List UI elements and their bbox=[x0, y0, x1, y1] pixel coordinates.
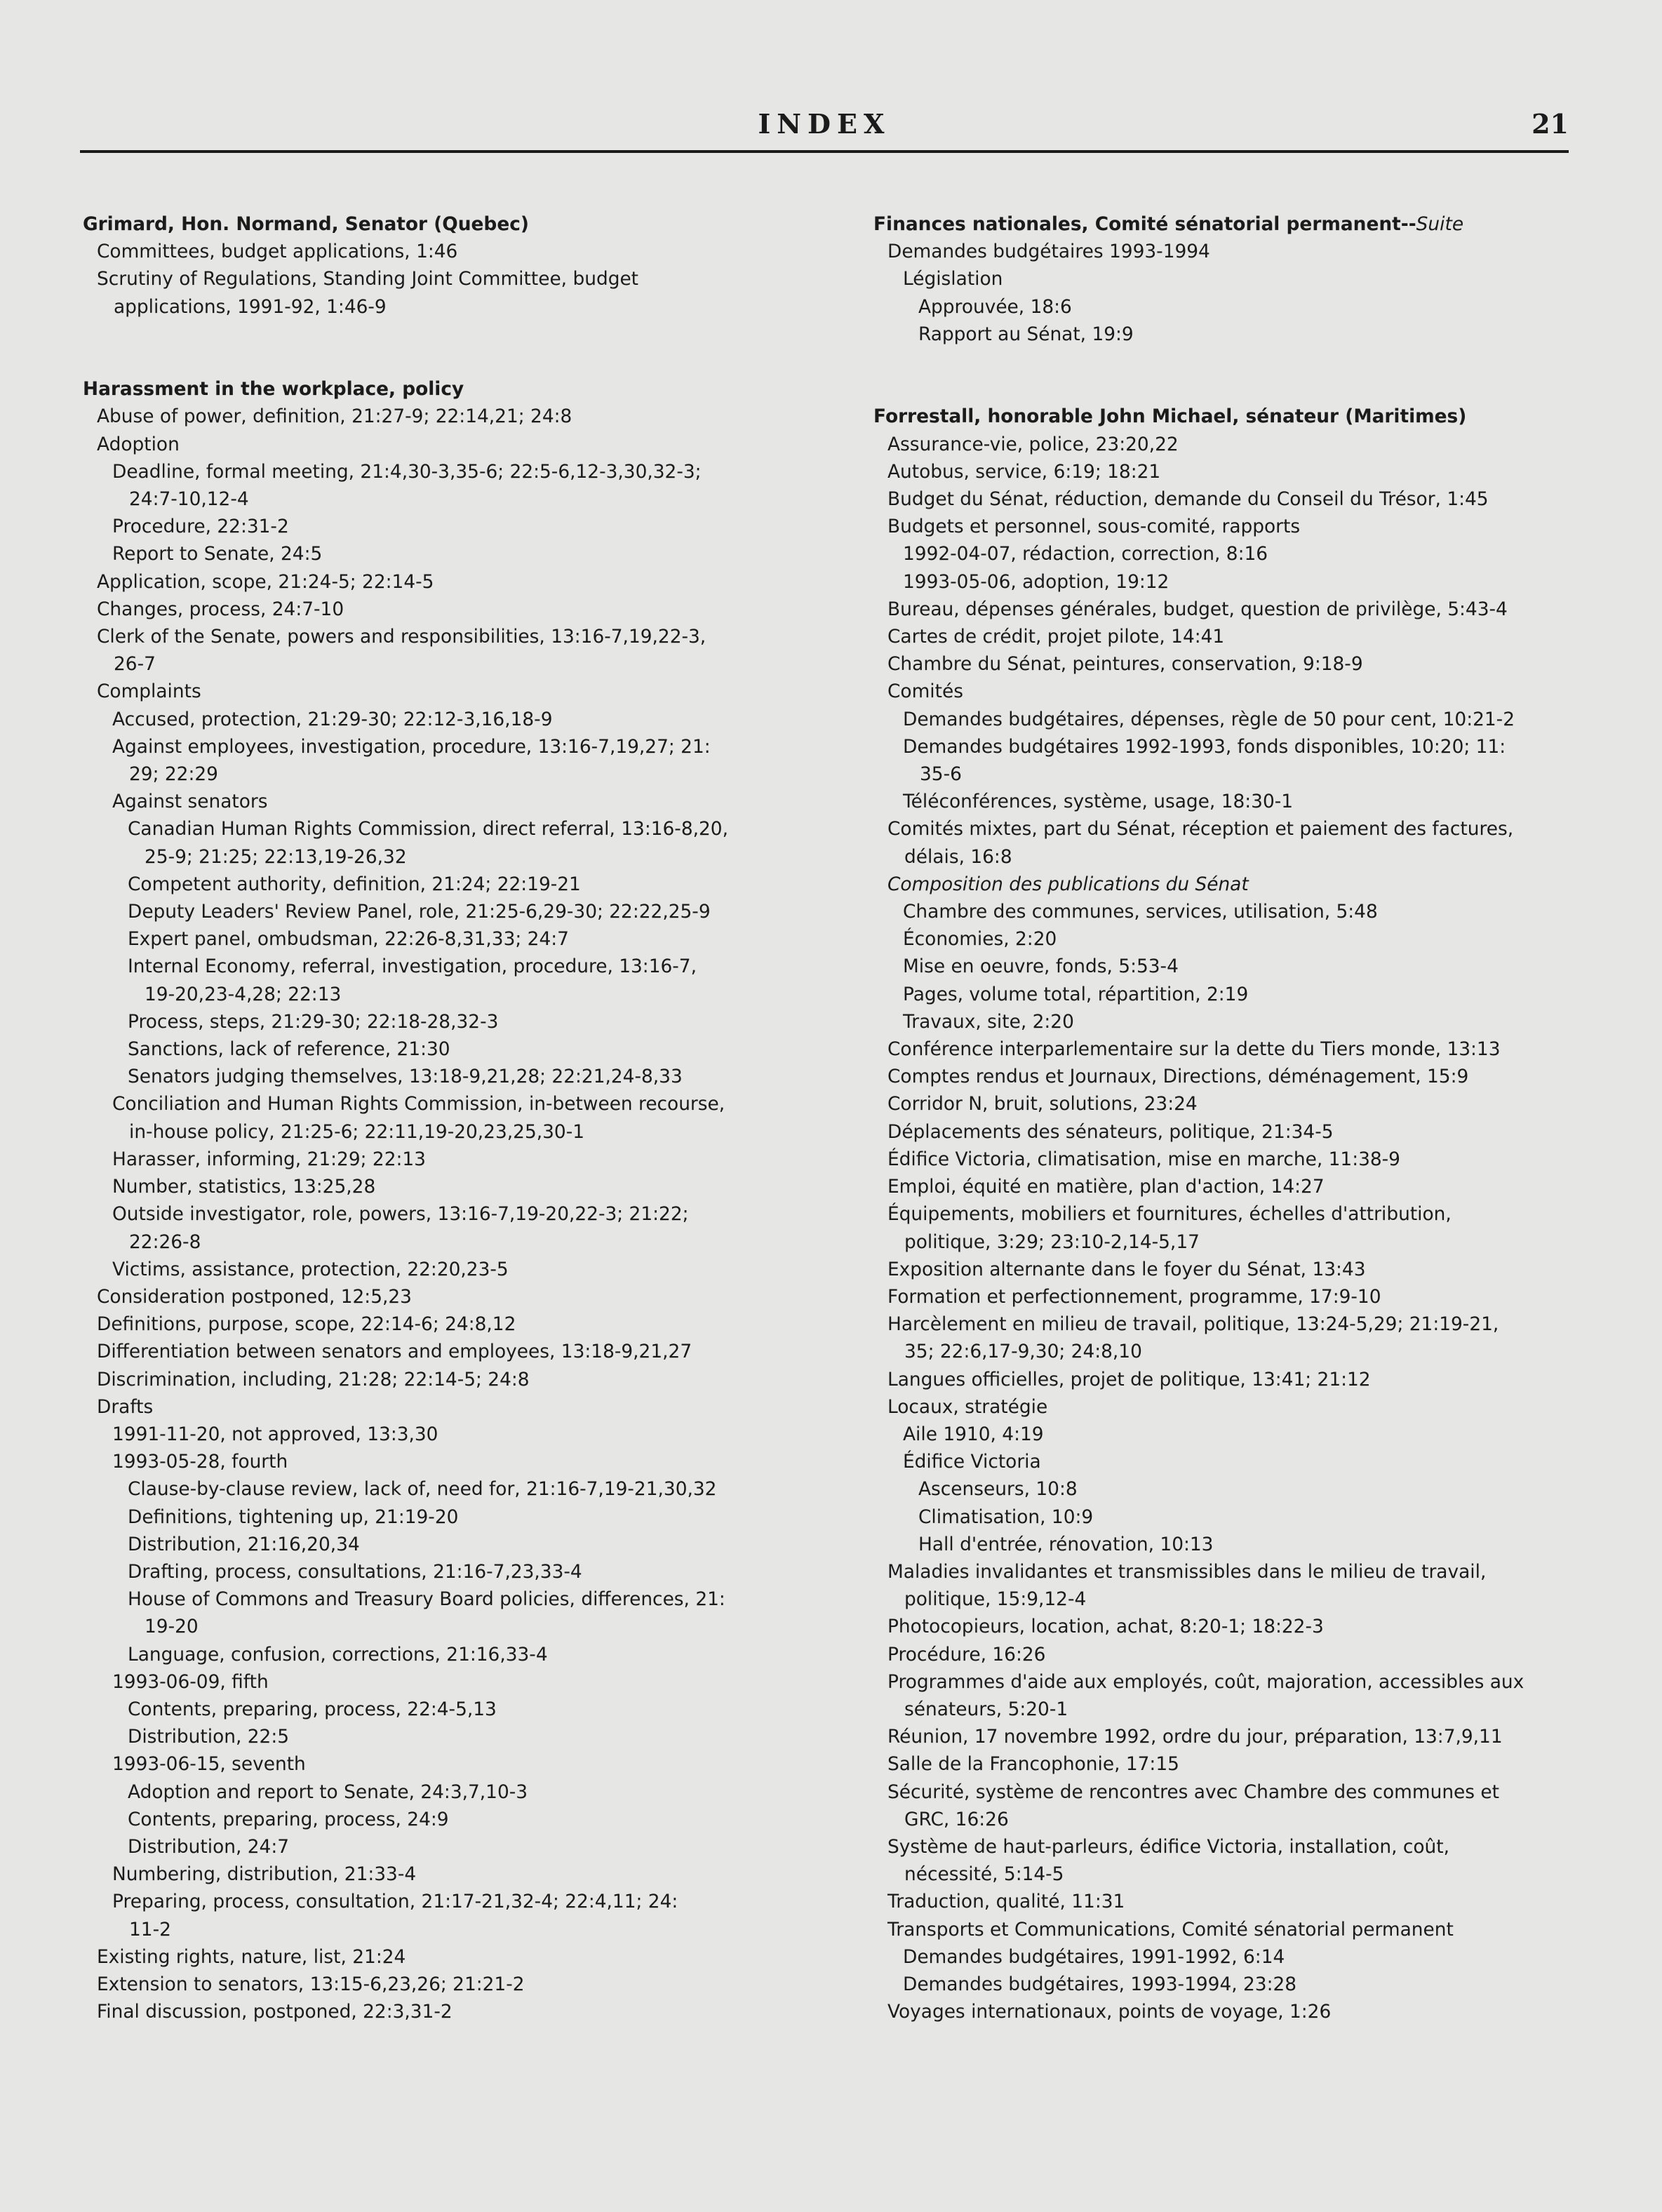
index-entry-text: 22:26-8 bbox=[129, 1231, 201, 1253]
index-entry-text: Finances nationales, Comité sénatorial permanent-- bbox=[873, 213, 1416, 235]
index-entry bbox=[873, 1531, 1617, 1558]
entry-spacer bbox=[83, 321, 840, 375]
index-entry bbox=[83, 403, 840, 430]
index-entry-text: Contents, preparing, process, 22:4-5,13 bbox=[128, 1698, 497, 1720]
index-entry-text: Consideration postponed, 12:5,23 bbox=[97, 1285, 412, 1308]
index-entry-text: Comités mixtes, part du Sénat, réception et paiement des factures, bbox=[887, 818, 1514, 840]
index-entry-text: Procedure, 22:31-2 bbox=[112, 516, 289, 538]
index-entry bbox=[873, 431, 1617, 458]
index-entry-text: 19-20,23-4,28; 22:13 bbox=[145, 983, 342, 1005]
index-entry-text: 25-9; 21:25; 22:13,19-26,32 bbox=[145, 845, 407, 868]
index-entry-text: Composition des publications du Sénat bbox=[887, 873, 1249, 895]
index-entry-text: Climatisation, 10:9 bbox=[918, 1506, 1094, 1528]
index-entry bbox=[83, 1256, 840, 1283]
index-entry-text: Demandes budgétaires, 1991-1992, 6:14 bbox=[903, 1945, 1285, 1968]
index-entry bbox=[873, 1861, 1617, 1888]
index-entry bbox=[873, 596, 1617, 623]
index-entry-text: 1993-05-06, adoption, 19:12 bbox=[903, 570, 1170, 593]
index-entry bbox=[83, 1421, 840, 1448]
index-entry bbox=[83, 1750, 840, 1778]
index-entry bbox=[873, 1558, 1617, 1586]
index-entry bbox=[873, 1586, 1617, 1613]
index-entry bbox=[873, 843, 1617, 871]
index-entry bbox=[83, 1668, 840, 1696]
index-entry bbox=[83, 623, 840, 650]
index-entry bbox=[83, 733, 840, 760]
index-entry-text: 24:7-10,12-4 bbox=[129, 488, 249, 511]
index-entry bbox=[873, 238, 1617, 265]
index-entry-text: Victims, assistance, protection, 22:20,23-5 bbox=[112, 1258, 509, 1280]
index-entry bbox=[873, 1366, 1617, 1393]
index-entry bbox=[873, 210, 1617, 238]
index-entry-text: Deadline, formal meeting, 21:4,30-3,35-6; 22:5-6,12-3,30,32-3; bbox=[112, 460, 702, 483]
index-entry bbox=[83, 788, 840, 815]
index-entry-text: Committees, budget applications, 1:46 bbox=[97, 241, 458, 263]
index-entry-text: Assurance-vie, police, 23:20,22 bbox=[887, 433, 1179, 455]
index-entry-text: Abuse of power, definition, 21:27-9; 22:14,21; 24:8 bbox=[97, 405, 572, 428]
index-entry bbox=[873, 1063, 1617, 1090]
index-entry bbox=[83, 925, 840, 953]
index-entry-text: Internal Economy, referral, investigation, procedure, 13:16-7, bbox=[128, 956, 697, 978]
index-entry bbox=[83, 678, 840, 705]
index-entry-text: 1993-06-09, fifth bbox=[112, 1670, 269, 1693]
header-rule bbox=[80, 150, 1569, 153]
index-entry-text: Scrutiny of Regulations, Standing Joint Committee, budget bbox=[97, 268, 639, 290]
index-entry bbox=[873, 1998, 1617, 2025]
index-entry bbox=[83, 1035, 840, 1063]
index-entry-text: Locaux, stratégie bbox=[887, 1395, 1048, 1418]
index-entry-text: 1991-11-20, not approved, 13:3,30 bbox=[112, 1423, 438, 1445]
index-entry bbox=[873, 1943, 1617, 1971]
index-entry bbox=[83, 1943, 840, 1971]
index-entry bbox=[83, 1888, 840, 1915]
index-entry bbox=[873, 871, 1617, 898]
index-entry-text: Deputy Leaders' Review Panel, role, 21:25-6,29-30; 22:22,25-9 bbox=[128, 901, 711, 923]
index-entry bbox=[873, 1008, 1617, 1035]
index-entry bbox=[83, 1475, 840, 1503]
index-entry bbox=[873, 1200, 1617, 1228]
index-entry-text: Harcèlement en milieu de travail, politique, 13:24-5,29; 21:19-21, bbox=[887, 1313, 1499, 1336]
index-entry bbox=[873, 1228, 1617, 1256]
index-entry-text: Autobus, service, 6:19; 18:21 bbox=[887, 460, 1161, 483]
index-entry-text: Extension to senators, 13:15-6,23,26; 21:21-2 bbox=[97, 1973, 525, 1995]
index-entry bbox=[873, 953, 1617, 980]
index-entry bbox=[873, 815, 1617, 843]
index-entry bbox=[83, 1916, 840, 1943]
index-entry bbox=[83, 1228, 840, 1256]
index-entry-text: 35-6 bbox=[920, 763, 962, 786]
index-column-right bbox=[873, 210, 1617, 2025]
index-entry-text: Déplacements des sénateurs, politique, 21:34-5 bbox=[887, 1120, 1334, 1143]
index-entry-text: GRC, 16:26 bbox=[904, 1808, 1009, 1830]
index-entry-text: Téléconférences, système, usage, 18:30-1 bbox=[903, 791, 1294, 813]
index-entry-text: Exposition alternante dans le foyer du Sénat, 13:43 bbox=[887, 1258, 1366, 1280]
index-entry-text: Salle de la Francophonie, 17:15 bbox=[887, 1753, 1179, 1776]
index-entry bbox=[873, 1338, 1617, 1365]
index-entry-text: délais, 16:8 bbox=[904, 845, 1012, 868]
index-entry-text: Discrimination, including, 21:28; 22:14-5; 24:8 bbox=[97, 1368, 530, 1390]
index-entry bbox=[83, 1393, 840, 1421]
index-entry-text: 19-20 bbox=[145, 1616, 199, 1638]
index-entry bbox=[83, 431, 840, 458]
index-entry bbox=[83, 1090, 840, 1118]
index-entry bbox=[83, 238, 840, 265]
index-entry bbox=[873, 1421, 1617, 1448]
index-entry bbox=[873, 1613, 1617, 1640]
index-entry-text: Bureau, dépenses générales, budget, question de privilège, 5:43-4 bbox=[887, 598, 1508, 620]
index-entry-text: Number, statistics, 13:25,28 bbox=[112, 1176, 376, 1198]
index-entry bbox=[83, 1173, 840, 1200]
page-title: INDEX bbox=[758, 108, 891, 140]
index-entry bbox=[83, 293, 840, 321]
index-entry bbox=[873, 1750, 1617, 1778]
index-entry bbox=[83, 953, 840, 980]
index-entry bbox=[873, 1833, 1617, 1861]
index-entry bbox=[83, 1971, 840, 1998]
index-entry bbox=[83, 650, 840, 678]
index-entry bbox=[873, 1916, 1617, 1943]
index-entry-text: Outside investigator, role, powers, 13:16-7,19-20,22-3; 21:22; bbox=[112, 1203, 689, 1226]
index-entry-text: Distribution, 21:16,20,34 bbox=[128, 1533, 360, 1555]
index-entry bbox=[873, 1256, 1617, 1283]
index-entry-text: politique, 3:29; 23:10-2,14-5,17 bbox=[904, 1231, 1200, 1253]
index-entry-text: Chambre des communes, services, utilisation, 5:48 bbox=[903, 901, 1378, 923]
index-entry bbox=[83, 1283, 840, 1311]
index-entry bbox=[83, 1613, 840, 1640]
index-entry bbox=[83, 1118, 840, 1146]
index-entry-text: sénateurs, 5:20-1 bbox=[904, 1698, 1068, 1720]
index-entry-text: Comptes rendus et Journaux, Directions, déménagement, 15:9 bbox=[887, 1066, 1469, 1088]
index-entry bbox=[83, 1861, 840, 1888]
index-entry-text: Budget du Sénat, réduction, demande du Conseil du Trésor, 1:45 bbox=[887, 488, 1489, 511]
index-entry-text: Accused, protection, 21:29-30; 22:12-3,16,18-9 bbox=[112, 708, 553, 730]
index-entry-text: 11-2 bbox=[129, 1918, 171, 1940]
index-entry-text: Competent authority, definition, 21:24; 22:19-21 bbox=[128, 873, 581, 895]
index-entry-text: Changes, process, 24:7-10 bbox=[97, 598, 344, 620]
index-entry-text: Pages, volume total, répartition, 2:19 bbox=[903, 983, 1249, 1005]
index-entry-text: Process, steps, 21:29-30; 22:18-28,32-3 bbox=[128, 1010, 499, 1033]
index-entry bbox=[873, 1888, 1617, 1915]
index-entry-text: Canadian Human Rights Commission, direct referral, 13:16-8,20, bbox=[128, 818, 728, 840]
index-entry bbox=[83, 1008, 840, 1035]
index-entry-text: House of Commons and Treasury Board policies, differences, 21: bbox=[128, 1588, 725, 1611]
index-entry bbox=[873, 1641, 1617, 1668]
index-entry-text: Sécurité, système de rencontres avec Chambre des communes et bbox=[887, 1781, 1499, 1803]
index-entry bbox=[873, 1090, 1617, 1118]
index-entry-text: Adoption bbox=[97, 433, 180, 455]
index-entry-text: Programmes d'aide aux employés, coût, majoration, accessibles aux bbox=[887, 1670, 1524, 1693]
index-entry-text: Législation bbox=[903, 268, 1003, 290]
index-entry bbox=[873, 265, 1617, 293]
index-entry bbox=[83, 1448, 840, 1475]
entry-spacer bbox=[873, 348, 1617, 403]
index-entry-text: Budgets et personnel, sous-comité, rapports bbox=[887, 516, 1301, 538]
index-entry bbox=[873, 1118, 1617, 1146]
index-entry-text: Rapport au Sénat, 19:9 bbox=[918, 323, 1134, 345]
index-entry-text: Clause-by-clause review, lack of, need for, 21:16-7,19-21,30,32 bbox=[128, 1478, 717, 1501]
index-column-left bbox=[83, 210, 840, 2025]
index-entry-text: Corridor N, bruit, solutions, 23:24 bbox=[887, 1093, 1198, 1115]
index-entry-text: 1993-05-28, fourth bbox=[112, 1451, 288, 1473]
index-entry bbox=[83, 760, 840, 788]
index-entry bbox=[83, 568, 840, 596]
index-entry-text: Drafts bbox=[97, 1395, 154, 1418]
index-entry bbox=[873, 650, 1617, 678]
index-entry-text: Procédure, 16:26 bbox=[887, 1643, 1046, 1665]
index-entry bbox=[83, 1200, 840, 1228]
index-entry bbox=[83, 1696, 840, 1723]
index-entry-text: Sanctions, lack of reference, 21:30 bbox=[128, 1038, 450, 1061]
index-entry bbox=[83, 871, 840, 898]
index-entry bbox=[83, 1146, 840, 1173]
index-entry-text: Traduction, qualité, 11:31 bbox=[887, 1891, 1125, 1913]
index-entry-text: Grimard, Hon. Normand, Senator (Quebec) bbox=[83, 213, 529, 235]
index-entry bbox=[83, 1998, 840, 2025]
index-entry bbox=[83, 1366, 840, 1393]
index-entry-text: Against senators bbox=[112, 791, 268, 813]
index-entry-text: Application, scope, 21:24-5; 22:14-5 bbox=[97, 570, 434, 593]
index-entry bbox=[83, 1723, 840, 1750]
index-entry bbox=[873, 678, 1617, 705]
index-entry bbox=[873, 1778, 1617, 1806]
index-entry-text: Réunion, 17 novembre 1992, ordre du jour, préparation, 13:7,9,11 bbox=[887, 1726, 1503, 1748]
index-entry-text: 1993-06-15, seventh bbox=[112, 1753, 306, 1776]
index-entry-text: Travaux, site, 2:20 bbox=[903, 1010, 1074, 1033]
index-entry bbox=[873, 1283, 1617, 1311]
index-entry bbox=[873, 788, 1617, 815]
index-entry-text: Demandes budgétaires, dépenses, règle de 50 pour cent, 10:21-2 bbox=[903, 708, 1515, 730]
index-entry bbox=[83, 1641, 840, 1668]
index-entry-text: Langues officielles, projet de politique, 13:41; 21:12 bbox=[887, 1368, 1371, 1390]
index-entry-text: Differentiation between senators and employees, 13:18-9,21,27 bbox=[97, 1341, 692, 1363]
index-entry-text: Distribution, 24:7 bbox=[128, 1835, 290, 1858]
index-entry bbox=[83, 843, 840, 871]
index-entry-text: nécessité, 5:14-5 bbox=[904, 1863, 1064, 1886]
index-entry bbox=[83, 815, 840, 843]
index-entry bbox=[873, 1806, 1617, 1833]
index-entry bbox=[873, 321, 1617, 348]
index-entry bbox=[83, 596, 840, 623]
index-entry bbox=[873, 1393, 1617, 1421]
index-entry-text: Équipements, mobiliers et fournitures, échelles d'attribution, bbox=[887, 1203, 1452, 1226]
index-entry-text: Chambre du Sénat, peintures, conservation, 9:18-9 bbox=[887, 653, 1363, 676]
index-entry-text: Drafting, process, consultations, 21:16-7,23,33-4 bbox=[128, 1560, 582, 1583]
index-entry bbox=[83, 1806, 840, 1833]
index-entry-text: politique, 15:9,12-4 bbox=[904, 1588, 1087, 1611]
index-entry-suffix: Suite bbox=[1416, 213, 1464, 235]
index-entry-text: Conférence interparlementaire sur la dette du Tiers monde, 13:13 bbox=[887, 1038, 1501, 1061]
index-entry-text: Demandes budgétaires 1992-1993, fonds disponibles, 10:20; 11: bbox=[903, 735, 1506, 758]
index-entry-text: Distribution, 22:5 bbox=[128, 1726, 290, 1748]
index-entry-text: Preparing, process, consultation, 21:17-21,32-4; 22:4,11; 24: bbox=[112, 1891, 678, 1913]
page-header bbox=[80, 105, 1569, 147]
index-entry bbox=[873, 760, 1617, 788]
index-entry-text: Maladies invalidantes et transmissibles dans le milieu de travail, bbox=[887, 1560, 1487, 1583]
index-entry bbox=[83, 1531, 840, 1558]
index-entry bbox=[83, 375, 840, 403]
index-entry bbox=[873, 1668, 1617, 1696]
index-entry-text: Language, confusion, corrections, 21:16,33-4 bbox=[128, 1643, 548, 1665]
index-entry-text: Numbering, distribution, 21:33-4 bbox=[112, 1863, 417, 1886]
index-entry bbox=[873, 293, 1617, 321]
index-entry-text: Approuvée, 18:6 bbox=[918, 295, 1072, 318]
index-entry-text: Harassment in the workplace, policy bbox=[83, 378, 464, 401]
index-entry-text: Definitions, tightening up, 21:19-20 bbox=[128, 1506, 459, 1528]
index-entry bbox=[873, 1311, 1617, 1338]
index-entry bbox=[873, 403, 1617, 430]
index-entry-text: Contents, preparing, process, 24:9 bbox=[128, 1808, 449, 1830]
index-entry bbox=[83, 1833, 840, 1861]
index-entry-text: Complaints bbox=[97, 681, 201, 703]
index-entry-text: Hall d'entrée, rénovation, 10:13 bbox=[918, 1533, 1214, 1555]
index-entry-text: Report to Senate, 24:5 bbox=[112, 543, 323, 565]
index-entry-text: Existing rights, nature, list, 21:24 bbox=[97, 1945, 406, 1968]
index-entry-text: Système de haut-parleurs, édifice Victoria, installation, coût, bbox=[887, 1835, 1449, 1858]
index-entry-text: Final discussion, postponed, 22:3,31-2 bbox=[97, 2001, 453, 2023]
index-entry-text: 29; 22:29 bbox=[129, 763, 218, 786]
index-entry bbox=[873, 1696, 1617, 1723]
index-entry-text: Ascenseurs, 10:8 bbox=[918, 1478, 1078, 1501]
index-entry-text: Économies, 2:20 bbox=[903, 928, 1057, 951]
index-entry bbox=[83, 540, 840, 568]
index-entry bbox=[83, 1586, 840, 1613]
index-entry-text: Against employees, investigation, procedure, 13:16-7,19,27; 21: bbox=[112, 735, 711, 758]
index-entry bbox=[873, 1971, 1617, 1998]
index-entry bbox=[873, 1035, 1617, 1063]
index-entry bbox=[83, 1338, 840, 1365]
index-entry bbox=[873, 485, 1617, 513]
index-entry-text: Édifice Victoria, climatisation, mise en marche, 11:38-9 bbox=[887, 1148, 1400, 1170]
index-entry bbox=[83, 706, 840, 733]
index-entry-text: Emploi, équité en matière, plan d'action, 14:27 bbox=[887, 1176, 1325, 1198]
index-entry bbox=[83, 898, 840, 925]
index-entry bbox=[83, 513, 840, 540]
index-entry-text: Forrestall, honorable John Michael, sénateur (Maritimes) bbox=[873, 405, 1467, 428]
index-entry bbox=[873, 623, 1617, 650]
index-entry-text: Cartes de crédit, projet pilote, 14:41 bbox=[887, 626, 1225, 648]
index-entry bbox=[873, 1146, 1617, 1173]
index-entry bbox=[83, 1311, 840, 1338]
index-entry-text: Expert panel, ombudsman, 22:26-8,31,33; 24:7 bbox=[128, 928, 569, 951]
index-entry bbox=[873, 1503, 1617, 1531]
index-entry bbox=[83, 485, 840, 513]
index-entry-text: Aile 1910, 4:19 bbox=[903, 1423, 1044, 1445]
index-entry bbox=[873, 898, 1617, 925]
index-entry bbox=[873, 540, 1617, 568]
index-entry-text: in-house policy, 21:25-6; 22:11,19-20,23,25,30-1 bbox=[129, 1120, 585, 1143]
index-entry-text: Conciliation and Human Rights Commission, in-between recourse, bbox=[112, 1093, 725, 1115]
index-entry-text: 1992-04-07, rédaction, correction, 8:16 bbox=[903, 543, 1268, 565]
index-entry bbox=[873, 981, 1617, 1008]
index-entry-text: Adoption and report to Senate, 24:3,7,10-3 bbox=[128, 1781, 528, 1803]
index-entry-text: Édifice Victoria bbox=[903, 1451, 1041, 1473]
index-entry bbox=[83, 1778, 840, 1806]
index-entry-text: applications, 1991-92, 1:46-9 bbox=[114, 295, 387, 318]
index-entry bbox=[83, 210, 840, 238]
index-entry bbox=[873, 1448, 1617, 1475]
index-entry-text: Definitions, purpose, scope, 22:14-6; 24:8,12 bbox=[97, 1313, 516, 1336]
index-entry-text: Voyages internationaux, points de voyage, 1:26 bbox=[887, 2001, 1332, 2023]
index-entry-text: Formation et perfectionnement, programme, 17:9-10 bbox=[887, 1285, 1381, 1308]
index-entry bbox=[83, 981, 840, 1008]
index-entry bbox=[83, 265, 840, 293]
index-entry bbox=[83, 458, 840, 485]
index-entry bbox=[83, 1503, 840, 1531]
index-entry-text: Demandes budgétaires 1993-1994 bbox=[887, 241, 1210, 263]
index-entry bbox=[873, 1173, 1617, 1200]
index-entry bbox=[873, 925, 1617, 953]
index-entry-text: 35; 22:6,17-9,30; 24:8,10 bbox=[904, 1341, 1142, 1363]
page-number: 21 bbox=[1532, 108, 1569, 140]
index-entry-text: Clerk of the Senate, powers and responsibilities, 13:16-7,19,22-3, bbox=[97, 626, 706, 648]
index-entry-text: Mise en oeuvre, fonds, 5:53-4 bbox=[903, 956, 1179, 978]
index-entry bbox=[873, 458, 1617, 485]
index-entry-text: Comités bbox=[887, 681, 963, 703]
index-entry bbox=[873, 568, 1617, 596]
index-entry-text: Photocopieurs, location, achat, 8:20-1; 18:22-3 bbox=[887, 1616, 1324, 1638]
index-entry bbox=[873, 1475, 1617, 1503]
index-entry bbox=[873, 706, 1617, 733]
index-entry bbox=[83, 1558, 840, 1586]
index-entry-text: Transports et Communications, Comité sénatorial permanent bbox=[887, 1918, 1454, 1940]
index-entry-text: Senators judging themselves, 13:18-9,21,28; 22:21,24-8,33 bbox=[128, 1066, 683, 1088]
index-entry-text: 26-7 bbox=[114, 653, 156, 676]
index-entry bbox=[873, 1723, 1617, 1750]
index-entry bbox=[83, 1063, 840, 1090]
index-entry bbox=[873, 733, 1617, 760]
index-entry bbox=[873, 513, 1617, 540]
index-entry-text: Harasser, informing, 21:29; 22:13 bbox=[112, 1148, 426, 1170]
index-entry-text: Demandes budgétaires, 1993-1994, 23:28 bbox=[903, 1973, 1297, 1995]
